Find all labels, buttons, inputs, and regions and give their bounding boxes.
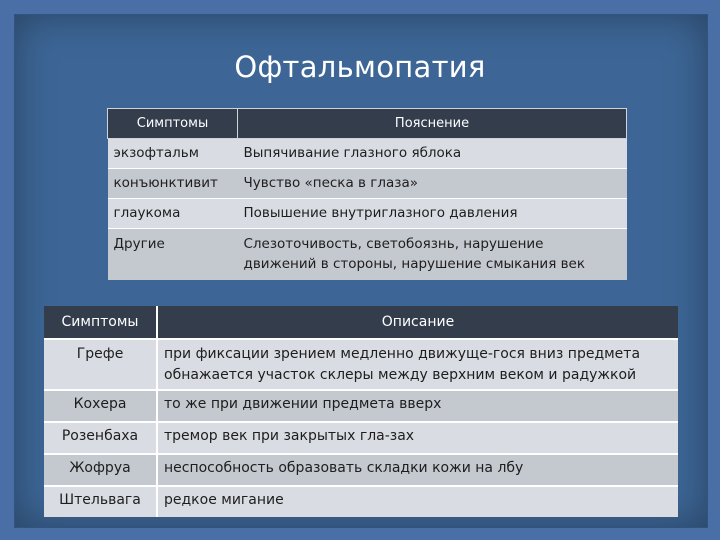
explanation-cell: Чувство «песка в глаза» xyxy=(238,169,627,199)
symptoms-explanation-table xyxy=(107,108,627,280)
table-header-row xyxy=(108,109,627,139)
description-line: при фиксации зрением медленно движуще-гося вниз предмета xyxy=(164,346,641,362)
symptom-cell: Грефе xyxy=(44,339,157,390)
description-cell xyxy=(157,339,678,390)
symptom-cell: конъюнктивит xyxy=(108,169,238,199)
table-row xyxy=(44,390,678,422)
symptom-cell: Жофруа xyxy=(44,454,157,486)
table-header-row xyxy=(44,306,678,339)
table-row xyxy=(108,169,627,199)
description-cell: редкое мигание xyxy=(157,486,678,517)
explanation-line: движений в стороны, нарушение смыкания век xyxy=(243,256,586,272)
slide-title: Офтальмопатия xyxy=(234,50,486,84)
symptom-cell: глаукома xyxy=(108,199,238,229)
table-row xyxy=(44,422,678,454)
explanation-line: Слезоточивость, светобоязнь, нарушение xyxy=(243,236,544,252)
table-row xyxy=(44,454,678,486)
table-row xyxy=(108,229,627,281)
description-cell: тремор век при закрытых гла-зах xyxy=(157,422,678,454)
explanation-cell xyxy=(238,229,627,281)
table-row xyxy=(44,339,678,390)
explanation-cell: Повышение внутриглазного давления xyxy=(238,199,627,229)
header-explanation: Пояснение xyxy=(238,109,627,139)
header-symptoms: Симптомы xyxy=(108,109,238,139)
description-line: обнажается участок склеры между верхним веком и радужкой xyxy=(164,367,637,383)
description-cell: неспособность образовать складки кожи на лбу xyxy=(157,454,678,486)
table-row xyxy=(108,199,627,229)
symptom-cell: Другие xyxy=(108,229,238,281)
description-cell: то же при движении предмета вверх xyxy=(157,390,678,422)
table-row xyxy=(108,139,627,169)
explanation-cell: Выпячивание глазного яблока xyxy=(238,139,627,169)
header-symptoms: Симптомы xyxy=(44,306,157,339)
symptom-cell: Розенбаха xyxy=(44,422,157,454)
symptom-cell: Кохера xyxy=(44,390,157,422)
table-row xyxy=(44,486,678,517)
symptom-cell: экзофтальм xyxy=(108,139,238,169)
header-description: Описание xyxy=(157,306,678,339)
symptom-cell: Штельвага xyxy=(44,486,157,517)
symptoms-description-table xyxy=(44,306,678,517)
